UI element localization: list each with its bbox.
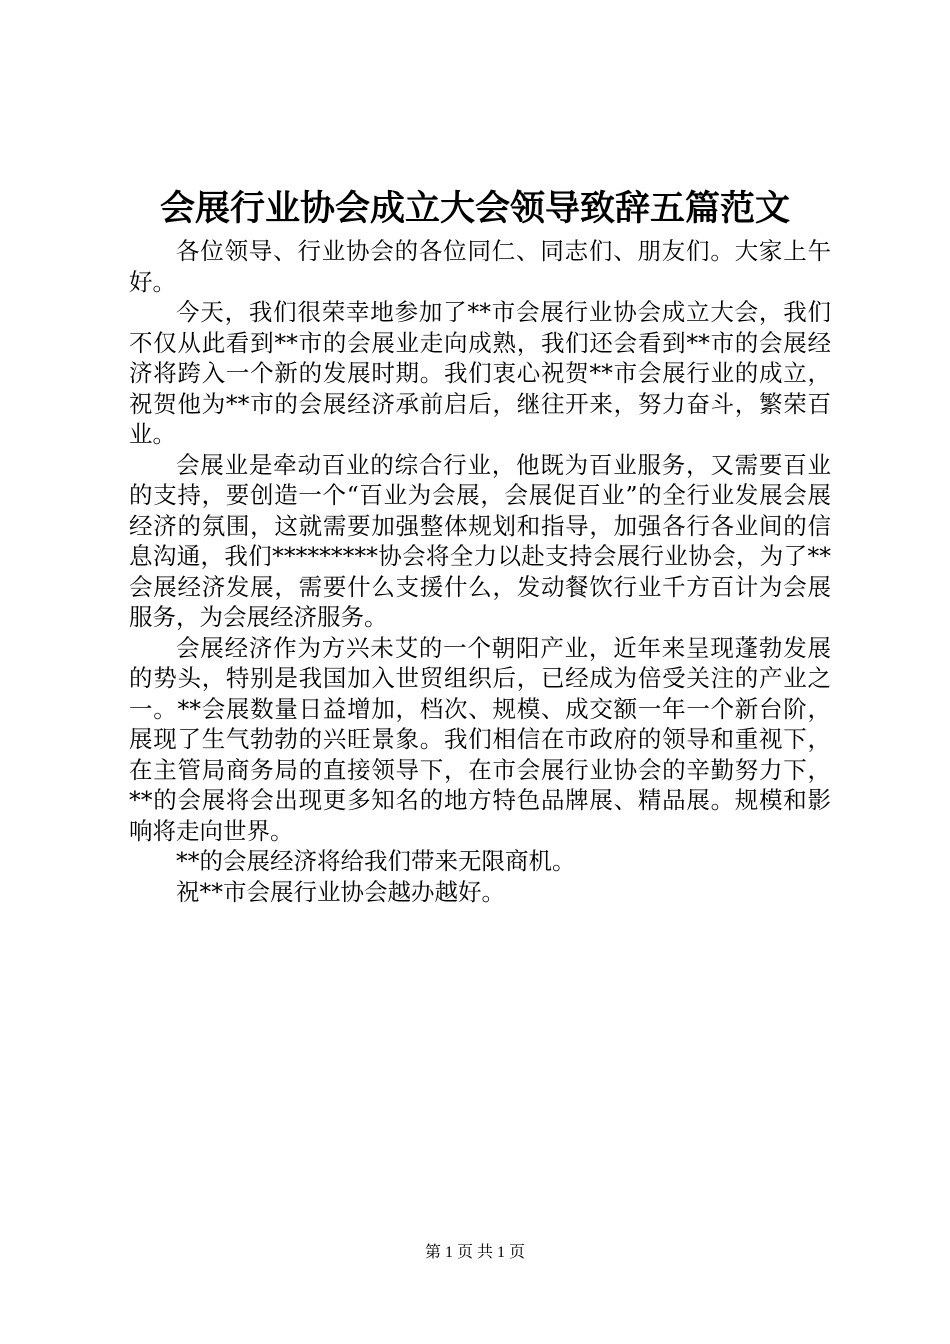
document-body xyxy=(129,236,831,907)
paragraph-congratulation: 今天，我们很荣幸地参加了**市会展行业协会成立大会，我们不仅从此看到**市的会展业走向成熟，我们还会看到**市的会展经济将跨入一个新的发展时期。我们衷心祝贺**市会展行业的成立，祝贺他为**市的会展经济承前启后，继往开来，努力奋斗，繁荣百业。 xyxy=(129,298,831,448)
paragraph-business-opportunity: **的会展经济将给我们带来无限商机。 xyxy=(176,847,576,875)
paragraph-industry-support: 会展业是牵动百业的综合行业，他既为百业服务，又需要百业的支持，要创造一个“百业为会展，会展促百业”的全行业发展会展经济的氛围，这就需要加强整体规划和指导，加强各行各业间的信息沟通，我们*********协会将全力以赴支持会展行业协会，为了**会展经济发展，需要什么支援什么，发动餐饮行业千方百计为会展服务，为会展经济服务。 xyxy=(129,450,831,631)
paragraph-greeting: 各位领导、行业协会的各位同仁、同志们、朋友们。大家上午好。 xyxy=(129,237,831,296)
document-title: 会展行业协会成立大会领导致辞五篇范文 xyxy=(159,188,790,229)
paragraph-closing-wish: 祝**市会展行业协会越办越好。 xyxy=(176,877,505,906)
page-number-footer: 第 1 页 共 1 页 xyxy=(424,1244,525,1261)
paragraph-economic-outlook: 会展经济作为方兴未艾的一个朝阳产业，近年来呈现蓬勃发展的势头，特别是我国加入世贸组织后，已经成为倍受关注的产业之一。**会展数量日益增加，档次、规模、成交额一年一个新台阶，展现了生气勃勃的兴旺景象。我们相信在市政府的领导和重视下，在主管局商务局的直接领导下，在市会展行业协会的辛勤努力下，**的会展将会出现更多知名的地方特色品牌展、精品展。规模和影响将走向世界。 xyxy=(129,633,831,845)
